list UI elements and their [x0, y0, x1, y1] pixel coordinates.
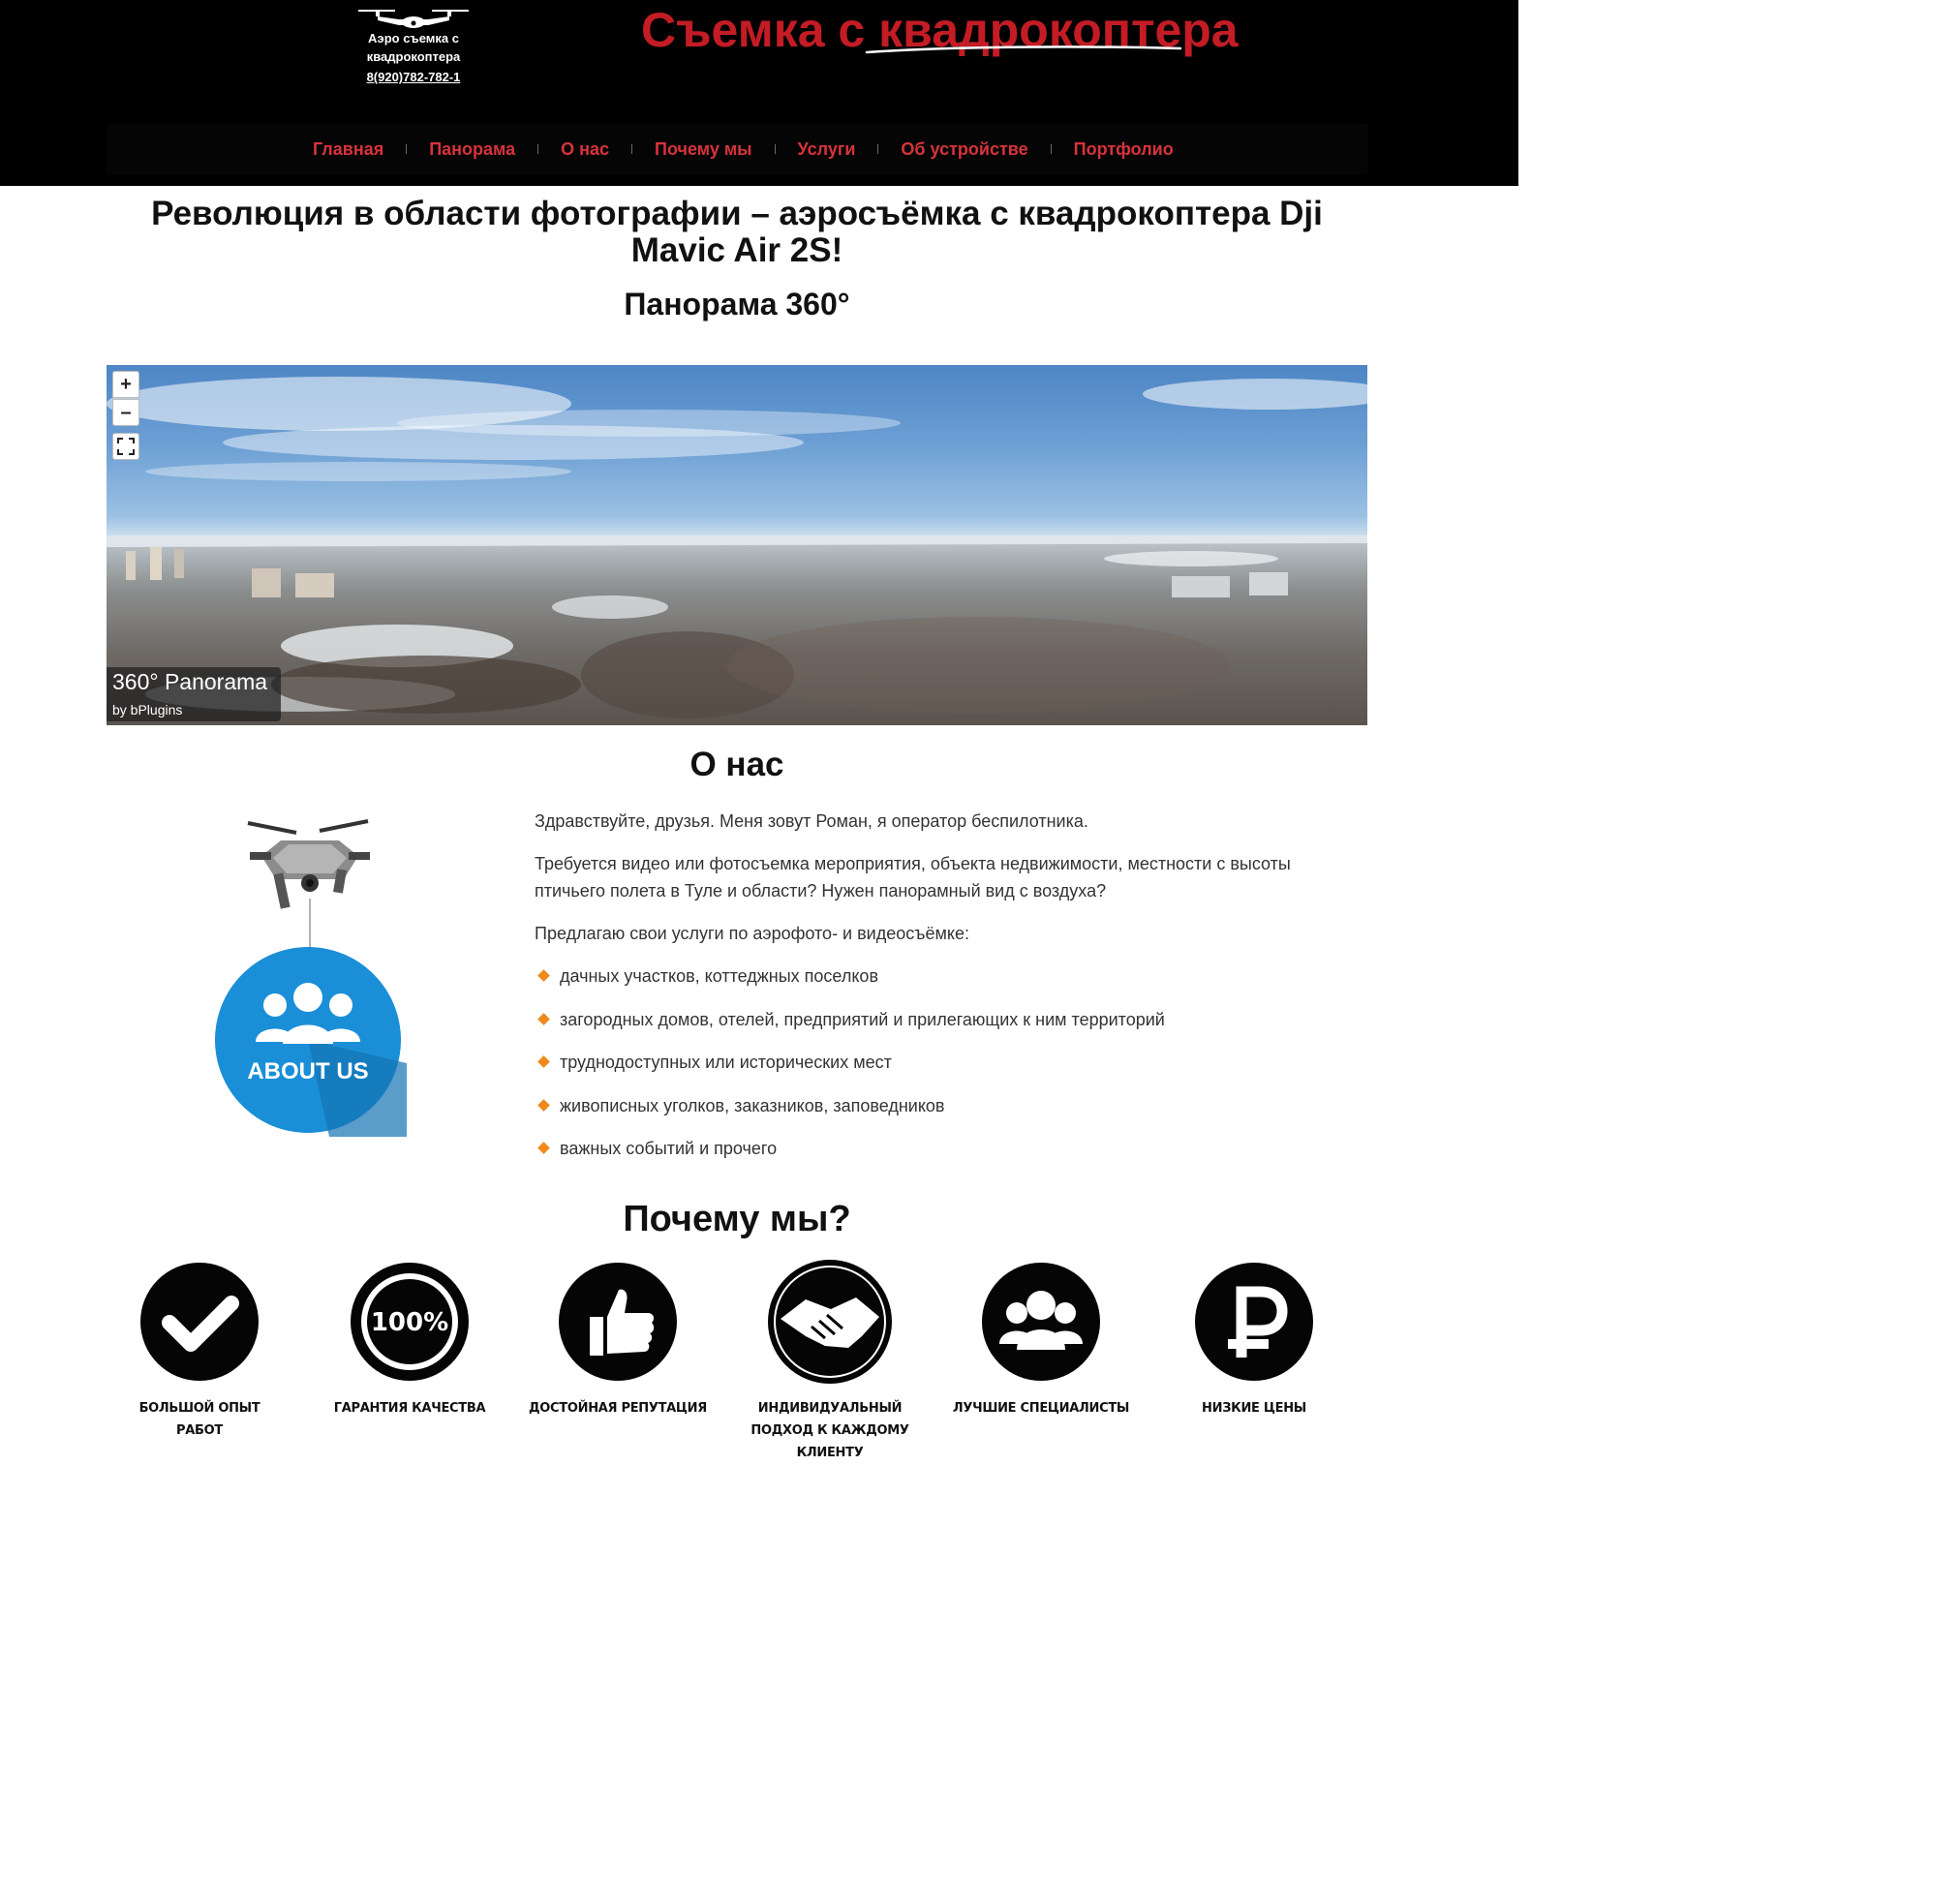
nav-item-home[interactable]: Главная — [313, 138, 384, 159]
about-paragraph: Требуется видео или фотосъемка мероприятия, объекта недвижимости, местности с высоты птичьего полета в Туле и области? Нужен панорамный вид с воздуха? — [535, 854, 1291, 901]
panorama-heading: Панорама 360° — [624, 287, 850, 321]
site-header — [0, 0, 1518, 186]
services-list — [535, 962, 1348, 1162]
about-text — [535, 808, 1348, 1178]
panorama-viewer[interactable] — [107, 365, 1367, 725]
nav-item-device[interactable]: Об устройстве — [901, 138, 1028, 159]
feature-caption: КЛИЕНТУ — [796, 1446, 864, 1460]
about-heading: О нас — [689, 746, 784, 783]
fullscreen-icon — [117, 438, 135, 455]
fullscreen-button[interactable] — [112, 433, 139, 460]
about-us-illustration — [213, 811, 407, 1137]
team-icon — [978, 1259, 1104, 1385]
list-item — [535, 1092, 1348, 1119]
feature-reputation — [521, 1259, 715, 1420]
list-item-text: труднодоступных или исторических мест — [560, 1053, 892, 1072]
diamond-bullet-icon — [537, 1099, 550, 1112]
checkmark-icon — [137, 1259, 262, 1385]
list-item — [535, 1006, 1348, 1033]
list-item — [535, 1135, 1348, 1162]
nav-item-portfolio[interactable]: Портфолио — [1073, 138, 1174, 159]
thumbs-up-icon — [555, 1259, 681, 1385]
quality-100-icon — [347, 1259, 473, 1385]
about-paragraph: Предлагаю свои услуги по аэрофото- и видеосъёмке: — [535, 924, 969, 943]
feature-caption: ГАРАНТИЯ КАЧЕСТВА — [333, 1401, 486, 1416]
title-underline-decoration — [865, 43, 1184, 56]
list-item-text: живописных уголков, заказников, заповедников — [560, 1095, 945, 1115]
list-item-text: загородных домов, отелей, предприятий и прилегающих к ним территорий — [560, 1009, 1165, 1029]
feature-caption: БОЛЬШОЙ ОПЫТ — [138, 1401, 260, 1416]
site-title: Съемка с квадрокоптера — [641, 3, 1239, 57]
feature-caption: ПОДХОД К КАЖДОМУ — [750, 1423, 909, 1438]
feature-caption: ЛУЧШИЕ СПЕЦИАЛИСТЫ — [952, 1401, 1130, 1416]
list-item-text: дачных участков, коттеджных поселков — [560, 966, 879, 986]
nav-item-panorama[interactable]: Панорама — [429, 138, 516, 159]
main-nav — [291, 124, 1196, 174]
drone-illustration-icon — [248, 821, 370, 949]
feature-caption: ИНДИВИДУАЛЬНЫЙ — [757, 1401, 903, 1416]
panorama-badge — [107, 667, 281, 721]
feature-caption: РАБОТ — [176, 1423, 223, 1438]
drone-logo-icon — [356, 8, 471, 29]
about-us-badge-text: ABOUT US — [247, 1058, 369, 1084]
site-logo[interactable] — [349, 8, 478, 87]
feature-quality — [313, 1259, 506, 1420]
zoom-in-button[interactable]: + — [112, 371, 139, 398]
about-paragraph: Здравствуйте, друзья. Меня зовут Роман, я оператор беспилотника. — [535, 811, 1088, 831]
feature-individual-approach — [733, 1259, 927, 1464]
feature-experience — [103, 1259, 296, 1442]
quality-100-text: 100% — [370, 1308, 449, 1337]
list-item — [535, 962, 1348, 990]
feature-caption: НИЗКИЕ ЦЕНЫ — [1202, 1401, 1306, 1416]
list-item — [535, 1049, 1348, 1076]
handshake-icon — [767, 1259, 893, 1385]
panorama-image[interactable] — [107, 365, 1367, 725]
list-item-text: важных событий и прочего — [560, 1139, 778, 1158]
diamond-bullet-icon — [537, 1142, 550, 1154]
nav-item-about[interactable]: О нас — [561, 138, 610, 159]
logo-text-line1: Аэро съемка с — [367, 31, 459, 46]
panorama-badge-title: 360° Panorama — [112, 669, 268, 694]
diamond-bullet-icon — [537, 1013, 550, 1025]
zoom-out-button[interactable]: – — [112, 399, 139, 426]
logo-text-line2: квадрокоптера — [366, 49, 461, 64]
ruble-icon — [1191, 1259, 1317, 1385]
page-title: Революция в области фотографии – аэросъёмка с квадрокоптера Dji Mavic Air 2S! — [151, 195, 1323, 269]
diamond-bullet-icon — [537, 1055, 550, 1068]
diamond-bullet-icon — [537, 969, 550, 982]
nav-item-why-us[interactable]: Почему мы — [655, 138, 752, 159]
feature-caption: ДОСТОЙНАЯ РЕПУТАЦИЯ — [529, 1401, 707, 1416]
why-us-heading: Почему мы? — [623, 1199, 851, 1239]
nav-item-services[interactable]: Услуги — [797, 138, 856, 159]
feature-low-prices — [1157, 1259, 1351, 1420]
phone-link[interactable]: 8(920)782-782-1 — [366, 70, 461, 84]
panorama-badge-credit: by bPlugins — [112, 702, 183, 718]
feature-best-specialists — [944, 1259, 1138, 1420]
